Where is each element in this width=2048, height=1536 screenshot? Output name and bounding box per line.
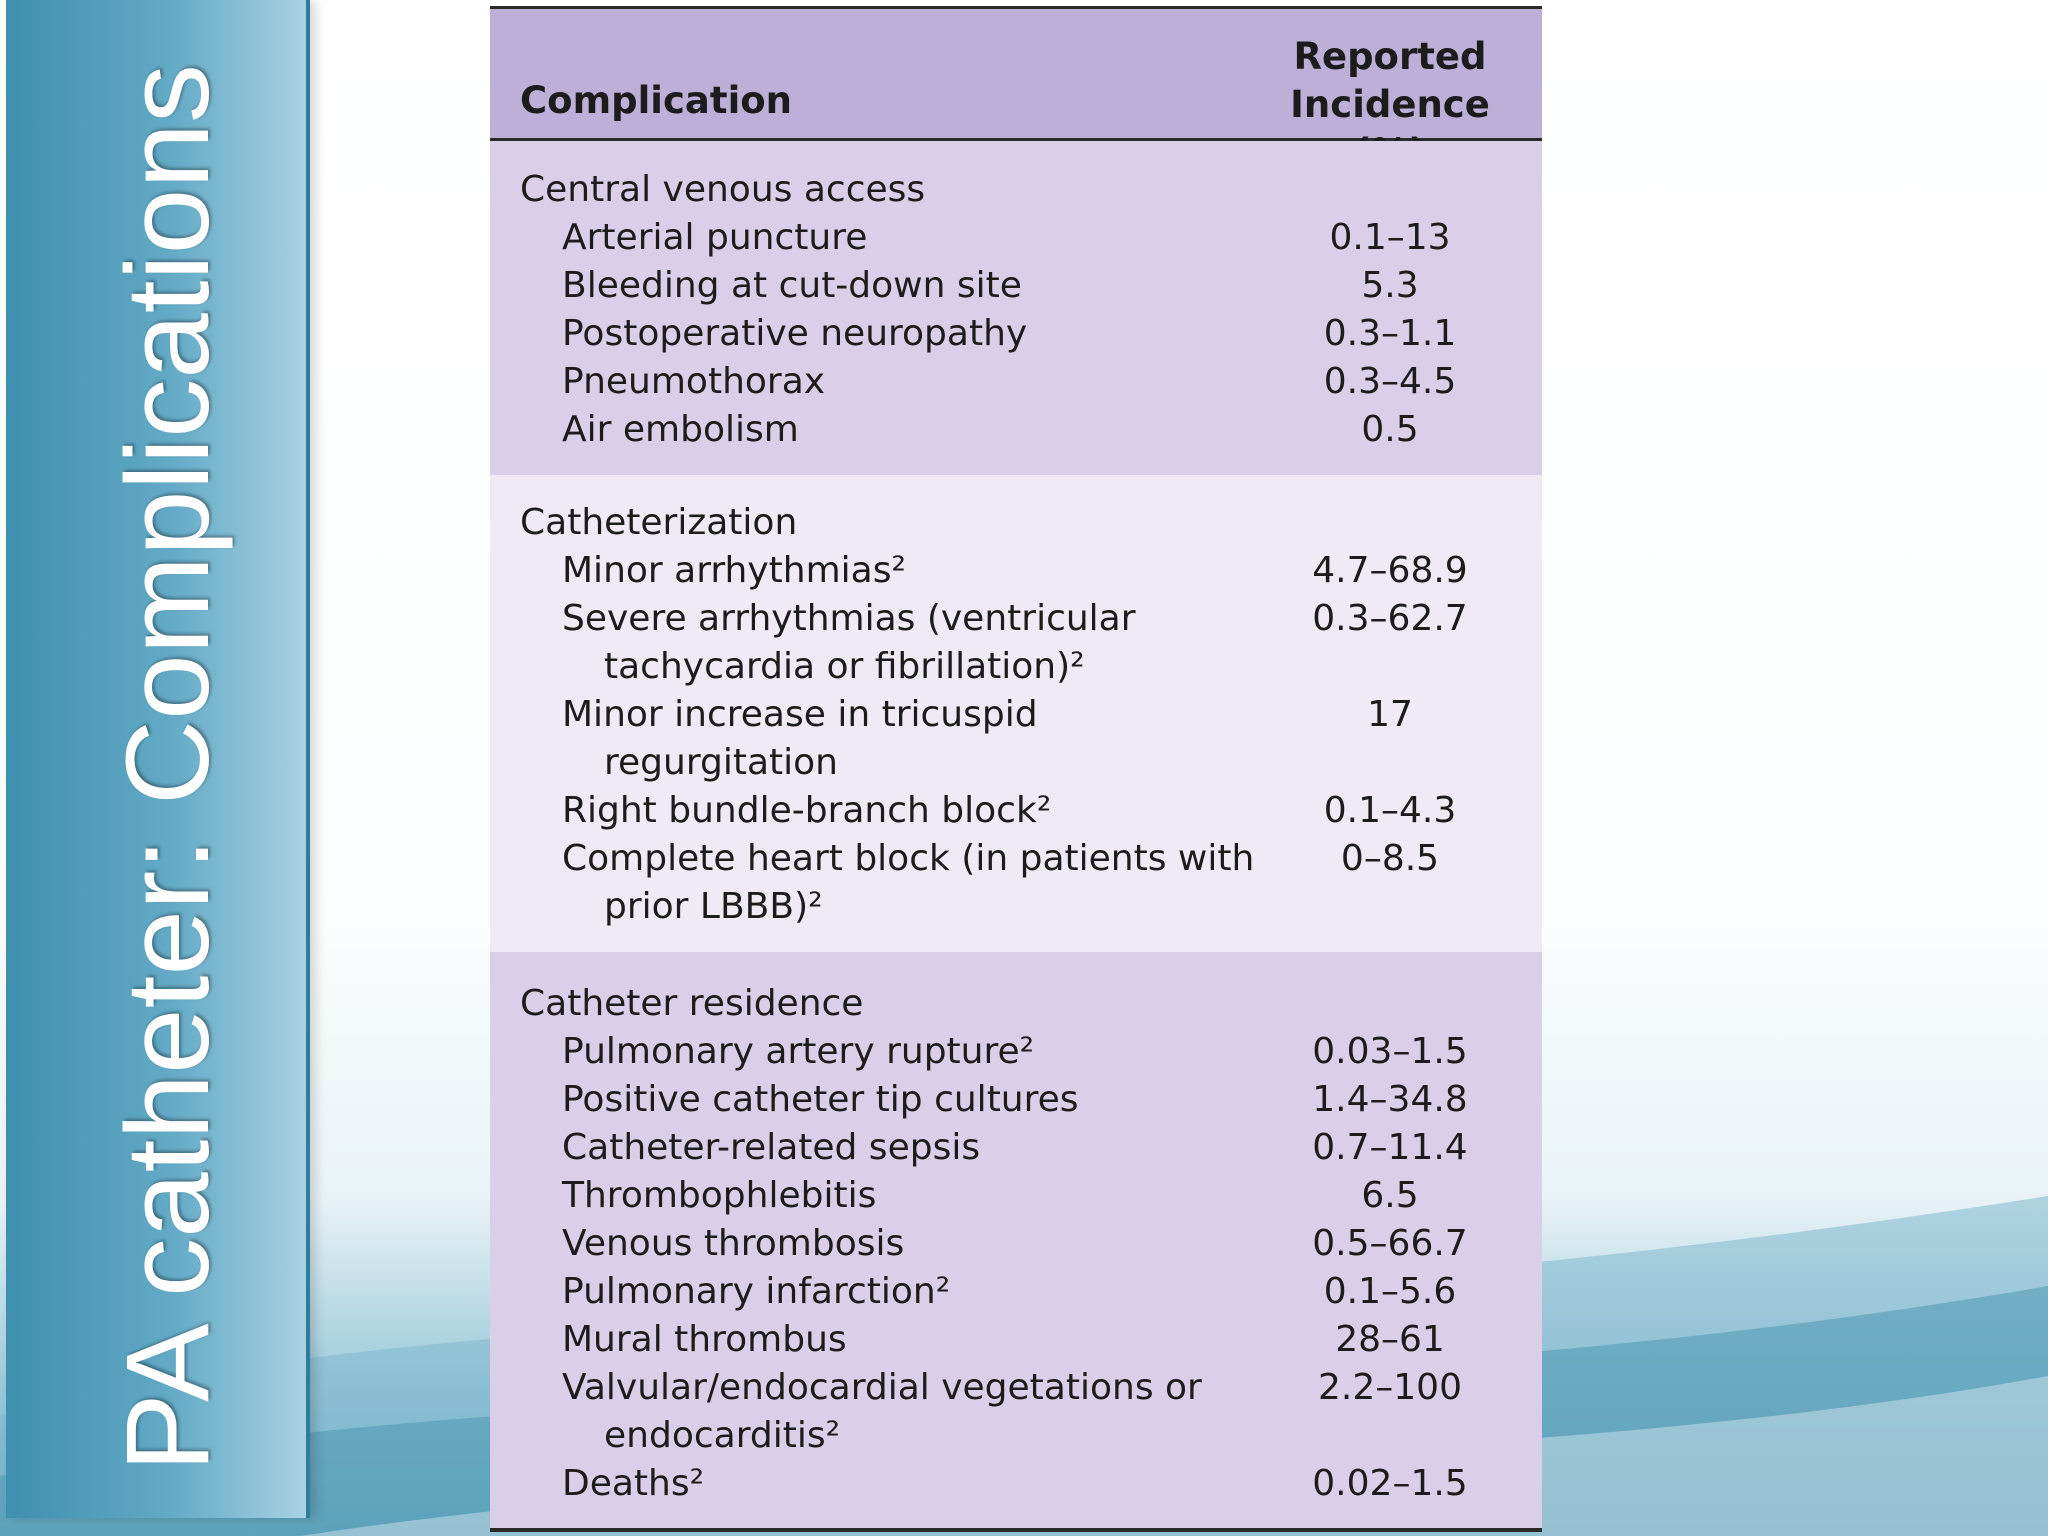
complication-name-cont: tachycardia or fibrillation)² <box>604 646 1085 687</box>
complication-name-cont: prior LBBB)² <box>604 886 823 927</box>
table-row <box>490 787 1542 835</box>
table-row-continuation <box>490 1412 1542 1460</box>
incidence-value: 0–8.5 <box>1340 838 1440 879</box>
incidence-value: 0.3–62.7 <box>1312 598 1468 639</box>
incidence-value: 1.4–34.8 <box>1312 1079 1468 1120</box>
complication-name: Right bundle-branch block² <box>562 790 1052 831</box>
incidence-value: 0.7–11.4 <box>1312 1127 1468 1168</box>
incidence-value: 2.2–100 <box>1318 1367 1462 1408</box>
header-incidence-line2: Incidence <box>1290 83 1490 126</box>
table-row <box>490 358 1542 406</box>
complication-name: Air embolism <box>562 409 799 450</box>
header-complication: Complication <box>520 79 793 122</box>
section-heading <box>490 166 1542 214</box>
table-row <box>490 691 1542 739</box>
incidence-value: 17 <box>1367 694 1413 735</box>
table-row <box>490 595 1542 643</box>
table-row <box>490 1316 1542 1364</box>
section-catheter-residence <box>490 952 1542 1528</box>
table-header <box>490 9 1542 141</box>
complication-name: Valvular/endocardial vegetations or <box>562 1367 1202 1408</box>
complication-name: Arterial puncture <box>562 217 868 258</box>
section-heading <box>490 499 1542 547</box>
incidence-value: 0.5 <box>1361 409 1419 450</box>
complication-name: Positive catheter tip cultures <box>562 1079 1079 1120</box>
table-row <box>490 547 1542 595</box>
complication-name: Catheter-related sepsis <box>562 1127 981 1168</box>
complications-table <box>490 6 1542 1532</box>
incidence-value: 0.1–4.3 <box>1323 790 1457 831</box>
section-central-venous-access <box>490 141 1542 475</box>
complication-name: Minor arrhythmias² <box>562 550 906 591</box>
incidence-value: 0.1–13 <box>1329 217 1451 258</box>
incidence-value: 28–61 <box>1335 1319 1445 1360</box>
complication-name: Bleeding at cut-down site <box>562 265 1022 306</box>
section-title: Catheter residence <box>520 983 864 1024</box>
table-row <box>490 1220 1542 1268</box>
section-title: Central venous access <box>520 169 926 210</box>
complication-name: Complete heart block (in patients with <box>562 838 1255 879</box>
complication-name: Mural thrombus <box>562 1319 847 1360</box>
slide-title: PA catheter: Complications <box>102 64 234 1472</box>
incidence-value: 4.7–68.9 <box>1312 550 1468 591</box>
table-row <box>490 1268 1542 1316</box>
section-heading <box>490 980 1542 1028</box>
table-row-continuation <box>490 739 1542 787</box>
complication-name: Minor increase in tricuspid <box>562 694 1038 735</box>
table-row <box>490 835 1542 883</box>
complication-name: Pulmonary artery rupture² <box>562 1031 1035 1072</box>
complication-name: Pulmonary infarction² <box>562 1271 951 1312</box>
table-row-continuation <box>490 883 1542 931</box>
table-bottom-rule <box>490 1528 1542 1532</box>
table-row <box>490 310 1542 358</box>
complication-name-cont: endocarditis² <box>604 1415 841 1456</box>
incidence-value: 0.1–5.6 <box>1323 1271 1457 1312</box>
table-row <box>490 1460 1542 1508</box>
table-row <box>490 214 1542 262</box>
incidence-value: 0.02–1.5 <box>1312 1463 1468 1504</box>
section-catheterization <box>490 475 1542 952</box>
table-row <box>490 1076 1542 1124</box>
complication-name: Venous thrombosis <box>562 1223 905 1264</box>
incidence-value: 5.3 <box>1361 265 1419 306</box>
complication-name: Deaths² <box>562 1463 705 1504</box>
table-row-continuation <box>490 643 1542 691</box>
table-row <box>490 406 1542 454</box>
table-row <box>490 1124 1542 1172</box>
incidence-value: 0.03–1.5 <box>1312 1031 1468 1072</box>
incidence-value: 0.5–66.7 <box>1312 1223 1468 1264</box>
table-row <box>490 1364 1542 1412</box>
section-title: Catheterization <box>520 502 798 543</box>
complication-name: Postoperative neuropathy <box>562 313 1028 354</box>
complication-name: Pneumothorax <box>562 361 826 402</box>
table-row <box>490 262 1542 310</box>
header-incidence-line1: Reported <box>1293 35 1487 78</box>
incidence-value: 6.5 <box>1361 1175 1419 1216</box>
complication-name-cont: regurgitation <box>604 742 838 783</box>
complication-name: Thrombophlebitis <box>562 1175 877 1216</box>
complication-name: Severe arrhythmias (ventricular <box>562 598 1136 639</box>
table-row <box>490 1172 1542 1220</box>
incidence-value: 0.3–1.1 <box>1323 313 1457 354</box>
incidence-value: 0.3–4.5 <box>1323 361 1457 402</box>
table-row <box>490 1028 1542 1076</box>
